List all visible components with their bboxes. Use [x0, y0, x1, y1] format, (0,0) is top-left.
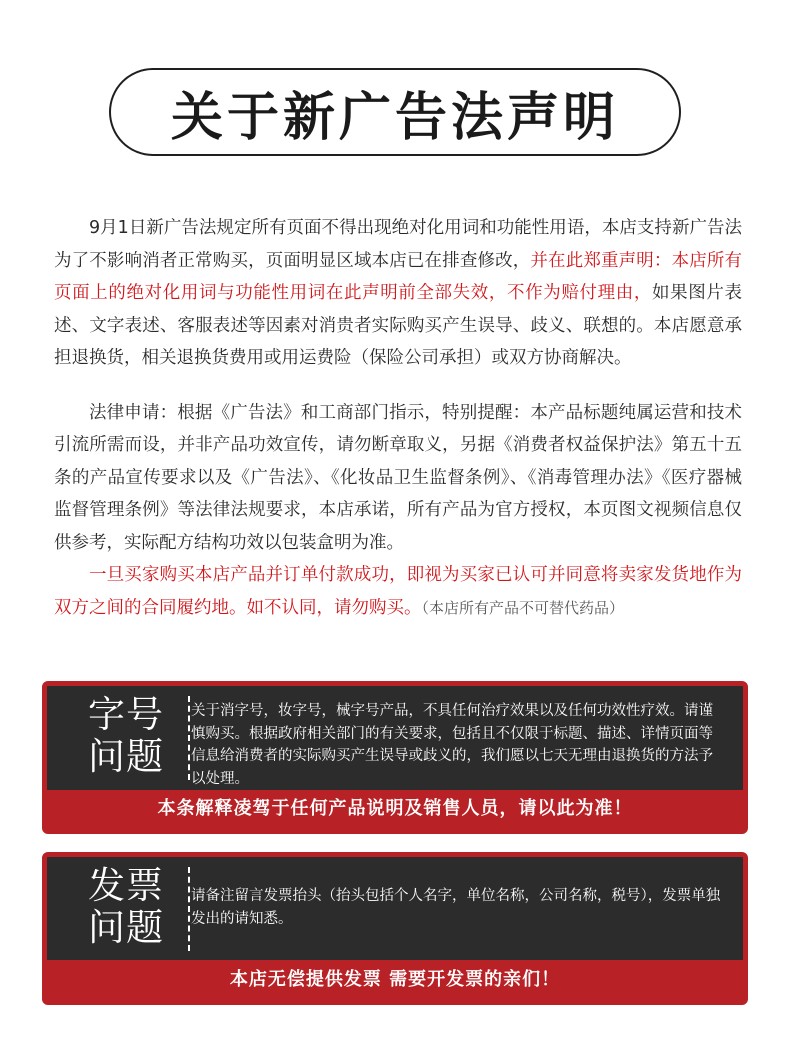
purchase-agreement [54, 559, 742, 624]
card-label [71, 694, 181, 778]
statement-text-2: 如果图片表述、文字表述、客服表述等因素对消贵者实际购买产生误导、歧义、联想的。本店愿意承担退换货，相关退换货费用或用运费险（保险公司承担）或双方协商解决。 [54, 283, 743, 368]
card-label-line: 发票 [88, 864, 164, 907]
dashed-divider [188, 696, 190, 780]
statement-text-1: 9月1日新广告法规定所有页面不得出现绝对化用词和功能性用语，本店支持新广告法为了不影响消者正常购买，页面明显区域本店已在排查修改， [54, 218, 742, 271]
card-label-line: 问题 [88, 735, 164, 778]
statement-paragraph [54, 212, 742, 624]
drug-disclaimer: （本店所有产品不可替代药品） [421, 598, 625, 617]
statement-highlight: 并在此郑重声明：本店所有页面上的绝对化用词与功能性用词在此声明前全部失效，不作为赔付理由， [54, 250, 742, 303]
card-footer: 本条解释凌驾于任何产品说明及销售人员，请以此为准！ [157, 798, 633, 819]
agreement-highlight: 一旦买家购买本店产品并订单付款成功，即视为买家已认可并同意将卖家发货地作为双方之间的合同履约地。如不认同，请勿购买。 [54, 565, 742, 618]
invoice-notice-card [42, 852, 748, 1005]
card-body [47, 686, 743, 790]
card-footer: 本店无偿提供发票 需要开发票的亲们！ [229, 969, 561, 990]
card-label-line: 问题 [88, 906, 164, 949]
trademark-notice-card [42, 681, 748, 834]
card-label-line: 字号 [88, 693, 164, 736]
title-banner [109, 68, 681, 156]
legal-notice: 法律申请：根据《广告法》和工商部门指示，特别提醒：本产品标题纯属运营和技术引流所需而设，并非产品功效宣传，请勿断章取义，另据《消费者权益保护法》第五十五条的产品宣传要求以及《广告法》、《化妆品卫生监督条例》、《消毒管理办法》《医疗器械监督管理条例》等法律法规要求，本店承诺，所有产品为官方授权，本页图文视频信息仅供参考，实际配方结构功效以包装盒明为准。 [54, 402, 742, 553]
card-description: 请备注留言发票抬头（抬头包括个人名字，单位名称，公司名称，税号），发票单独发出的请知悉。 [191, 888, 721, 927]
page-title: 关于新广告法声明 [170, 87, 619, 148]
dashed-divider [188, 867, 190, 951]
card-description: 关于消字号，妆字号，械字号产品，不具任何治疗效果以及任何功效性疗效。请谨慎购买。根据政府相关部门的有关要求，包括且不仅限于标题、描述、详情页面等信息给消费者的实际购买产生误导或歧义的，我们愿以七天无理由退换货的方法予以处理。 [191, 703, 713, 787]
card-body [47, 857, 743, 960]
card-label [71, 865, 181, 949]
